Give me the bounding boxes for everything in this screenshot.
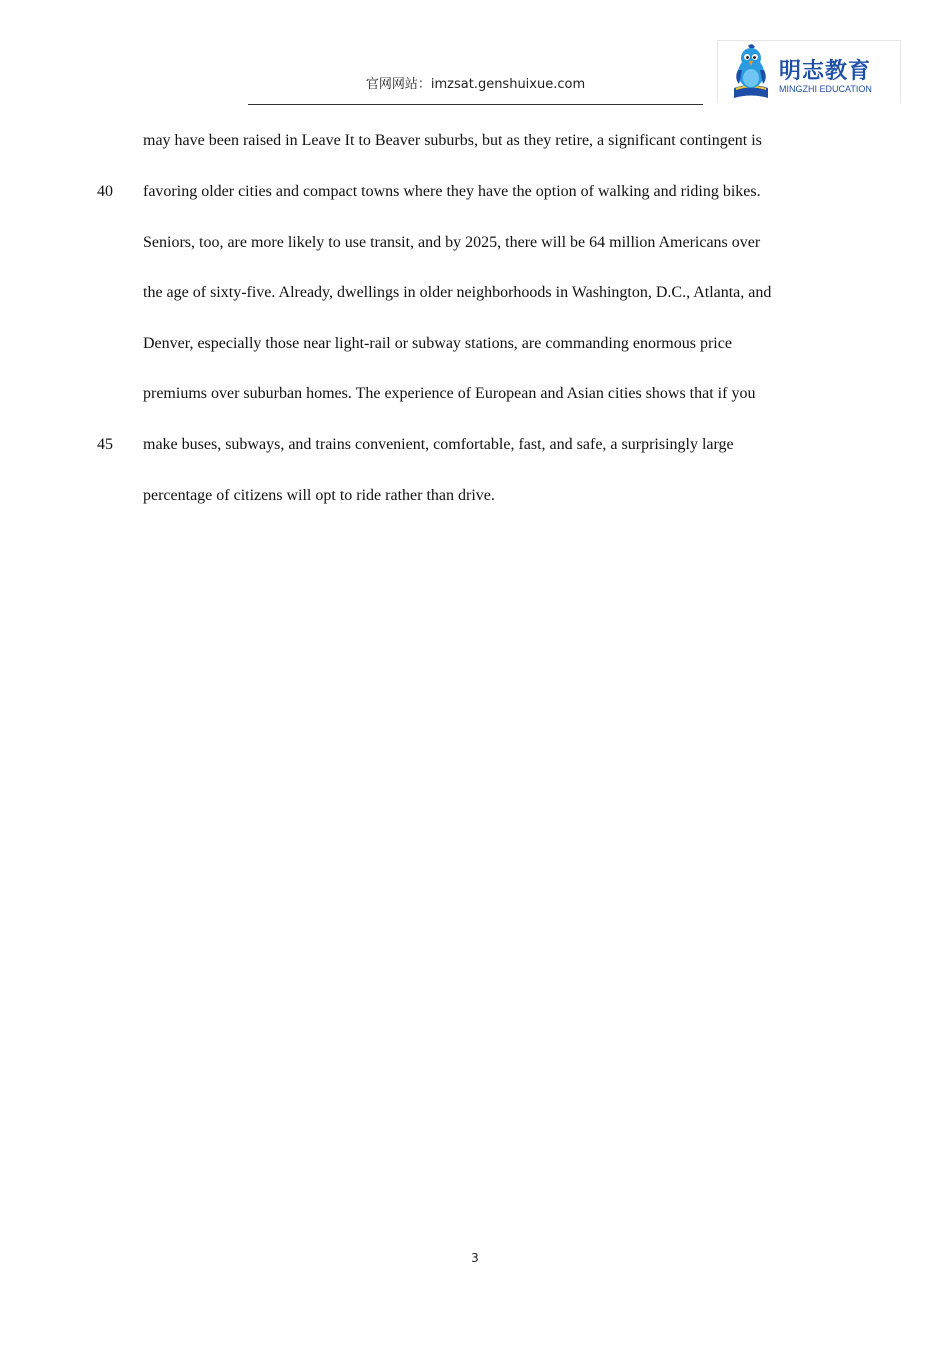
header-site-url: 官网网站：imzsat.genshuixue.com: [365, 77, 586, 92]
passage-line: may have been raised in Leave It to Beaver suburbs, but as they retire, a significant contingent is: [143, 132, 762, 149]
passage-line: Denver, especially those near light-rail or subway stations, are commanding enormous price: [143, 335, 732, 352]
header-divider: [248, 104, 703, 105]
passage-line: the age of sixty-five. Already, dwellings in older neighborhoods in Washington, D.C., Atlanta, and: [143, 284, 772, 301]
logo-chinese-name: 明志教育: [779, 59, 872, 84]
page-number: 3: [471, 1251, 479, 1265]
passage-line: make buses, subways, and trains convenient, comfortable, fast, and safe, a surprisingly large: [143, 436, 734, 453]
passage-line: percentage of citizens will opt to ride rather than drive.: [143, 487, 495, 504]
line-number: 40: [97, 183, 113, 200]
passage-line: premiums over suburban homes. The experience of European and Asian cities shows that if you: [143, 385, 756, 402]
line-number: 45: [97, 436, 113, 453]
parrot-mascot-icon: [728, 42, 774, 102]
passage-line: favoring older cities and compact towns where they have the option of walking and riding bikes.: [143, 183, 761, 200]
passage-line: Seniors, too, are more likely to use transit, and by 2025, there will be 64 million Americans over: [143, 234, 761, 251]
brand-logo: [717, 40, 901, 103]
logo-english-name: MINGZHI EDUCATION: [779, 84, 872, 94]
